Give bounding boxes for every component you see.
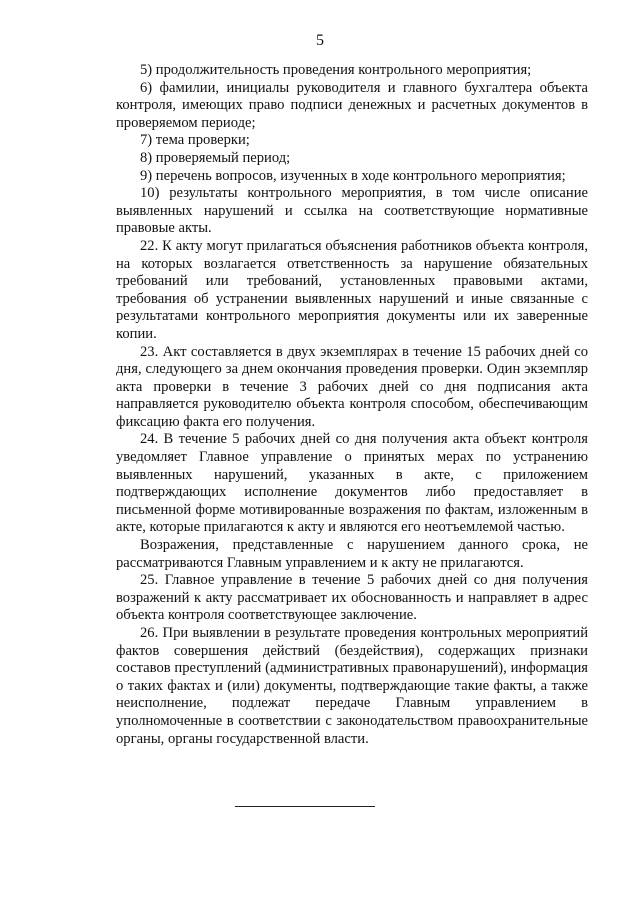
paragraph-26: 26. При выявлении в результате проведения контрольных мероприятий фактов совершения действий (бездействия), содержащих признаки составов преступлений (административных правонарушений), информация о таких фактах и (или) документы, подтверждающие такие факты, а также неисполнение, подлежат передаче Главным управлением в уполномоченные в соответствии с законодательством правоохранительные органы, органы государственной власти. [116, 625, 588, 747]
paragraph-item-9: 9) перечень вопросов, изученных в ходе контрольного мероприятия; [140, 167, 566, 184]
paragraph-objections: Возражения, представленные с нарушением данного срока, не рассматриваются Главным управлением и к акту не прилагаются. [116, 537, 588, 571]
paragraph-item-7: 7) тема проверки; [140, 132, 250, 149]
paragraph-23: 23. Акт составляется в двух экземплярах в течение 15 рабочих дней со дня, следующего за днем окончания проведения проверки. Один экземпляр акта проверки в течение 3 рабочих дней со дня подписания акта направляется руководителю объекта контроля способом, обеспечивающим фиксацию факта его получения. [116, 343, 588, 430]
paragraph-item-8: 8) проверяемый период; [140, 149, 291, 166]
document-body [116, 62, 588, 748]
page-number: 5 [316, 32, 324, 49]
closing-divider-line [235, 806, 375, 807]
paragraph-item-10: 10) результаты контрольного мероприятия, в том числе описание выявленных нарушений и ссылка на соответствующие нормативные правовые акты. [116, 185, 588, 237]
paragraph-item-5: 5) продолжительность проведения контрольного мероприятия; [140, 62, 532, 78]
paragraph-25: 25. Главное управление в течение 5 рабочих дней со дня получения возражений к акту рассматривает их обоснованность и направляет в адрес объекта контроля соответствующее заключение. [116, 572, 588, 624]
paragraph-item-6: 6) фамилии, инициалы руководителя и главного бухгалтера объекта контроля, имеющих право подписи денежных и расчетных документов в проверяемом периоде; [116, 79, 588, 131]
paragraph-22: 22. К акту могут прилагаться объяснения работников объекта контроля, на которых возлагается ответственность за нарушение обязательных требований или требований, установленных правовыми актами, требования об устранении выявленных нарушений и иные связанные с результатами контрольного мероприятия документы или их заверенные копии. [116, 237, 588, 342]
paragraph-24: 24. В течение 5 рабочих дней со дня получения акта объект контроля уведомляет Главное управление о принятых мерах по устранению выявленных нарушений, указанных в акте, с приложением подтверждающих исполнение документов либо предоставляет в письменной форме мотивированные возражения по фактам, изложенным в акте, которые прилагаются к акту и являются его неотъемлемой частью. [116, 431, 588, 536]
